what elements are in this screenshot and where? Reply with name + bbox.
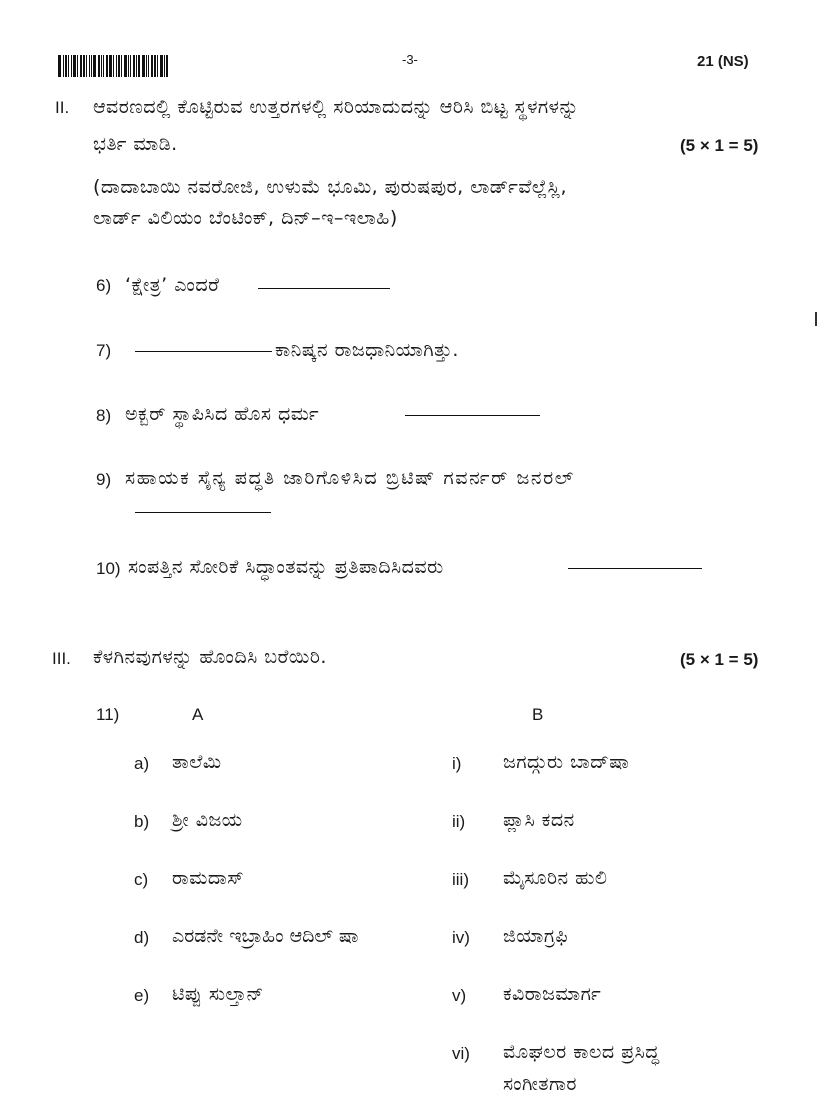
- section-iii-instruction: ಕೆಳಗಿನವುಗಳನ್ನು ಹೊಂದಿಸಿ ಬರೆಯಿರಿ.: [93, 646, 327, 668]
- barcode-bar: [118, 55, 120, 77]
- page-number: -3-: [402, 52, 418, 67]
- section-iii-marks: (5 × 1 = 5): [680, 650, 759, 669]
- match-iv-label: iv): [452, 928, 470, 947]
- match-vi-label: vi): [452, 1044, 470, 1063]
- match-iii-label: iii): [452, 870, 469, 889]
- section-ii-number: II.: [55, 98, 70, 117]
- question-6-text: ‘ಕ್ಷೇತ್ರ’ ಎಂದರೆ: [125, 274, 220, 296]
- match-iv-text: ಜಿಯಾಗ್ರಫಿ: [503, 925, 569, 947]
- match-ii-text: ಪ್ಲಾಸಿ ಕದನ: [503, 809, 575, 831]
- barcode-bar: [68, 55, 69, 77]
- answer-blank-6[interactable]: [258, 288, 390, 289]
- column-a-header: A: [192, 705, 204, 724]
- answer-blank-9[interactable]: [135, 512, 271, 513]
- barcode-bar: [128, 55, 129, 77]
- section-iii-number: III.: [52, 649, 71, 668]
- barcode-bar: [121, 55, 122, 77]
- barcode-bar: [89, 55, 90, 77]
- match-a-text: ತಾಲೆಮಿ: [172, 751, 222, 773]
- scan-mark: [815, 312, 817, 326]
- match-d-text: ಎರಡನೇ ಇಬ್ರಾಹಿಂ ಆದಿಲ್ ಷಾ: [172, 925, 359, 947]
- barcode-bar: [133, 55, 135, 77]
- barcode-bar: [116, 55, 117, 77]
- barcode-bar: [130, 55, 131, 77]
- section-ii-marks: (5 × 1 = 5): [680, 136, 759, 155]
- barcode-bar: [83, 55, 85, 77]
- match-i-label: i): [452, 754, 462, 773]
- match-iii-text: ಮೈಸೂರಿನ ಹುಲಿ: [503, 867, 608, 889]
- barcode: [58, 55, 174, 77]
- match-e-label: e): [134, 986, 150, 1005]
- barcode-bar: [154, 55, 156, 77]
- match-ii-label: ii): [452, 812, 466, 831]
- match-c-label: c): [134, 870, 149, 889]
- question-6-number: 6): [96, 276, 112, 295]
- answer-blank-10[interactable]: [568, 568, 702, 569]
- question-8-number: 8): [96, 406, 112, 425]
- section-ii-instruction-line1: ಆವರಣದಲ್ಲಿ ಕೊಟ್ಟಿರುವ ಉತ್ತರಗಳಲ್ಲಿ ಸರಿಯಾದುದನ್ನು ಆರಿಸಿ ಬಿಟ್ಟ ಸ್ಥಳಗಳನ್ನು: [93, 96, 580, 118]
- match-v-label: v): [452, 986, 467, 1005]
- answer-blank-8[interactable]: [405, 415, 540, 416]
- column-b-header: B: [532, 705, 544, 724]
- answer-blank-7[interactable]: [135, 351, 272, 352]
- barcode-bar: [103, 55, 104, 77]
- barcode-bar: [113, 55, 114, 77]
- match-c-text: ರಾಮದಾಸ್: [172, 867, 245, 889]
- barcode-bar: [71, 55, 72, 77]
- question-7-text: ಕಾನಿಷ್ಕನ ರಾಜಧಾನಿಯಾಗಿತ್ತು.: [275, 339, 459, 361]
- match-b-label: b): [134, 812, 150, 831]
- paper-code: 21 (NS): [697, 53, 749, 70]
- question-11-number: 11): [96, 705, 120, 724]
- barcode-bar: [124, 55, 127, 77]
- barcode-bar: [157, 55, 158, 77]
- question-9-text: ಸಹಾಯಕ ಸೈನ್ಯ ಪದ್ಧತಿ ಜಾರಿಗೊಳಿಸಿದ ಬ್ರಿಟಿಷ್ ಗವರ್ನರ್ ಜನರಲ್: [125, 467, 575, 489]
- question-8-text: ಅಕ್ಬರ್ ಸ್ಥಾಪಿಸಿದ ಹೊಸ ಧರ್ಮ: [125, 403, 320, 425]
- barcode-bar: [138, 55, 140, 77]
- barcode-bar: [109, 55, 112, 77]
- barcode-bar: [146, 55, 147, 77]
- match-e-text: ಟಿಪ್ಪು ಸುಲ್ತಾನ್: [172, 983, 264, 1005]
- barcode-bar: [101, 55, 102, 77]
- barcode-bar: [58, 55, 61, 77]
- barcode-bar: [77, 55, 78, 77]
- section-ii-options-line2: ಲಾರ್ಡ್ ವಿಲಿಯಂ ಬೆಂಟಿಂಕ್, ದಿನ್–ಇ–ಇಲಾಹಿ): [93, 207, 398, 229]
- match-b-text: ಶ್ರೀ ವಿಜಯ: [172, 809, 243, 831]
- barcode-bar: [164, 55, 165, 77]
- barcode-bar: [63, 55, 64, 77]
- question-9-number: 9): [96, 470, 112, 489]
- match-d-label: d): [134, 928, 150, 947]
- match-vi-text-line2: ಸಂಗೀತಗಾರ: [503, 1073, 577, 1095]
- barcode-bar: [80, 55, 82, 77]
- match-v-text: ಕವಿರಾಜಮಾರ್ಗ: [503, 983, 602, 1005]
- section-ii-options-line1: (ದಾದಾಬಾಯಿ ನವರೋಜಿ, ಉಳುಮೆ ಭೂಮಿ, ಪುರುಷಪುರ, ಲಾರ್ಡ್‌ವೆಲ್ಲೆಸ್ಲಿ,: [93, 176, 568, 198]
- barcode-bar: [86, 55, 87, 77]
- barcode-bar: [136, 55, 137, 77]
- section-ii-instruction-line2: ಭರ್ತಿ ಮಾಡಿ.: [93, 133, 178, 155]
- barcode-bar: [142, 55, 145, 77]
- barcode-bar: [166, 55, 168, 77]
- question-10-text: ಸಂಪತ್ತಿನ ಸೋರಿಕೆ ಸಿದ್ಧಾಂತವನ್ನು ಪ್ರತಿಪಾದಿಸಿದವರು: [128, 556, 444, 578]
- question-7-number: 7): [96, 341, 112, 360]
- question-10-number: 10): [96, 559, 121, 578]
- barcode-bar: [106, 55, 108, 77]
- barcode-bar: [148, 55, 149, 77]
- match-i-text: ಜಗದ್ಗುರು ಬಾದ್‌ಷಾ: [503, 751, 630, 773]
- barcode-bar: [73, 55, 76, 77]
- match-vi-text: ಮೊಘಲರ ಕಾಲದ ಪ್ರಸಿದ್ಧ: [503, 1041, 660, 1063]
- match-a-label: a): [134, 754, 150, 773]
- barcode-bar: [98, 55, 100, 77]
- barcode-bar: [91, 55, 92, 77]
- barcode-bar: [93, 55, 96, 77]
- barcode-bar: [65, 55, 67, 77]
- barcode-bar: [160, 55, 163, 77]
- barcode-bar: [151, 55, 153, 77]
